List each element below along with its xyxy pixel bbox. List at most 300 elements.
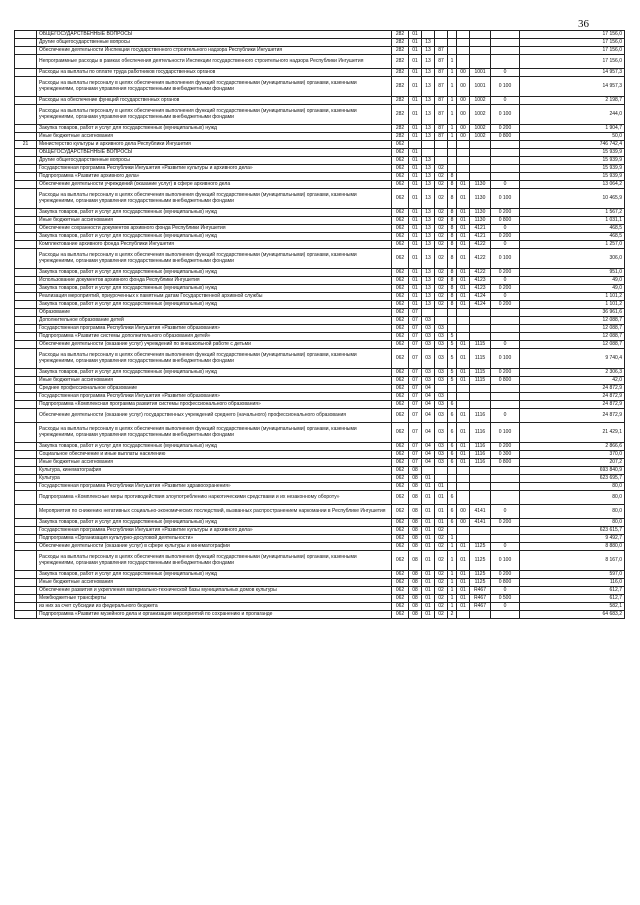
row-ministry-code: 062 — [392, 467, 409, 475]
row-number — [15, 77, 37, 97]
row-expense-type: 0 200 — [491, 209, 520, 217]
row-ministry-code: 062 — [392, 325, 409, 333]
row-subprogram-code — [448, 467, 457, 475]
table-row — [15, 233, 625, 241]
row-activity-code: 01 — [457, 587, 470, 595]
row-expense-type: 0 100 — [491, 105, 520, 125]
row-name: Обеспечение деятельности учреждений (оказание услуг) в сфере архивного дела — [37, 181, 392, 189]
row-program-code: 02 — [435, 249, 448, 269]
budget-table-body — [15, 31, 625, 619]
row-section-code: 07 — [409, 309, 422, 317]
row-amount: 24 872,9 — [520, 393, 625, 401]
row-section-code: 07 — [409, 451, 422, 459]
row-subsection-code: 01 — [422, 587, 435, 595]
row-number — [15, 385, 37, 393]
table-row — [15, 301, 625, 309]
row-subprogram-code — [448, 39, 457, 47]
row-direction-code — [470, 475, 491, 483]
row-expense-type — [491, 483, 520, 491]
row-amount: 12 088,7 — [520, 317, 625, 325]
row-direction-code: 1001 — [470, 77, 491, 97]
row-program-code: 03 — [435, 401, 448, 409]
row-expense-type — [491, 157, 520, 165]
row-name: ОБЩЕГОСУДАРСТВЕННЫЕ ВОПРОСЫ — [37, 31, 392, 39]
row-section-code: 01 — [409, 31, 422, 39]
row-subsection-code: 13 — [422, 225, 435, 233]
row-ministry-code: 062 — [392, 285, 409, 293]
row-program-code: 02 — [435, 269, 448, 277]
row-name: Социальное обеспечение и иные выплаты населению — [37, 451, 392, 459]
row-subprogram-code: 1 — [448, 77, 457, 97]
row-direction-code — [470, 31, 491, 39]
table-row — [15, 475, 625, 483]
row-subprogram-code: 1 — [448, 571, 457, 579]
row-number — [15, 173, 37, 181]
row-amount: 24 872,9 — [520, 401, 625, 409]
row-expense-type — [491, 165, 520, 173]
row-activity-code: 01 — [457, 293, 470, 301]
row-amount: 8 880,0 — [520, 543, 625, 551]
row-direction-code — [470, 317, 491, 325]
row-number — [15, 459, 37, 467]
row-subsection-code: 01 — [422, 571, 435, 579]
table-row — [15, 451, 625, 459]
row-section-code: 08 — [409, 579, 422, 587]
row-direction-code — [470, 483, 491, 491]
table-row — [15, 505, 625, 519]
row-section-code: 08 — [409, 519, 422, 527]
row-program-code — [435, 141, 448, 149]
row-subprogram-code: 1 — [448, 535, 457, 543]
row-activity-code: 01 — [457, 409, 470, 423]
row-activity-code — [457, 385, 470, 393]
row-subsection-code: 01 — [422, 535, 435, 543]
row-amount: 9 492,7 — [520, 535, 625, 543]
row-program-code: 01 — [435, 505, 448, 519]
row-direction-code: 1115 — [470, 349, 491, 369]
row-number — [15, 527, 37, 535]
row-subprogram-code: 1 — [448, 97, 457, 105]
row-amount: 10 465,9 — [520, 189, 625, 209]
row-direction-code: 4122 — [470, 249, 491, 269]
row-section-code: 08 — [409, 571, 422, 579]
row-direction-code: 1125 — [470, 543, 491, 551]
row-amount: 468,5 — [520, 225, 625, 233]
row-activity-code — [457, 325, 470, 333]
table-row — [15, 579, 625, 587]
row-program-code: 02 — [435, 571, 448, 579]
row-subprogram-code: 8 — [448, 241, 457, 249]
row-subsection-code: 03 — [422, 325, 435, 333]
row-subsection-code: 13 — [422, 241, 435, 249]
row-direction-code: 1002 — [470, 125, 491, 133]
row-subsection-code: 01 — [422, 505, 435, 519]
row-section-code: 07 — [409, 377, 422, 385]
row-ministry-code: 062 — [392, 217, 409, 225]
row-expense-type — [491, 527, 520, 535]
table-row — [15, 149, 625, 157]
row-name: Среднее профессиональное образование — [37, 385, 392, 393]
table-row — [15, 217, 625, 225]
row-subsection-code: 13 — [422, 269, 435, 277]
row-program-code: 02 — [435, 217, 448, 225]
row-amount: 1 904,7 — [520, 125, 625, 133]
table-row — [15, 603, 625, 611]
row-direction-code: 1125 — [470, 551, 491, 571]
row-activity-code: 00 — [457, 97, 470, 105]
row-expense-type — [491, 467, 520, 475]
row-amount: 15 939,9 — [520, 157, 625, 165]
row-direction-code: 1115 — [470, 341, 491, 349]
row-number — [15, 309, 37, 317]
row-name: Комплектование архивного фонда Республики Ингушетия — [37, 241, 392, 249]
row-direction-code: 1116 — [470, 409, 491, 423]
row-expense-type: 0 100 — [491, 349, 520, 369]
row-amount: 15 939,9 — [520, 165, 625, 173]
row-subprogram-code: 6 — [448, 505, 457, 519]
row-program-code: 02 — [435, 579, 448, 587]
row-number — [15, 249, 37, 269]
row-expense-type: 0 — [491, 603, 520, 611]
row-program-code: 02 — [435, 603, 448, 611]
row-activity-code: 01 — [457, 189, 470, 209]
row-number — [15, 241, 37, 249]
row-amount: 612,7 — [520, 587, 625, 595]
row-activity-code — [457, 475, 470, 483]
row-name: Государственная программа Республики Ингушетия «Развитие образования» — [37, 325, 392, 333]
row-number: 21 — [15, 141, 37, 149]
row-direction-code: 4123 — [470, 277, 491, 285]
row-amount: 746 742,4 — [520, 141, 625, 149]
row-program-code: 87 — [435, 55, 448, 69]
row-subsection-code: 04 — [422, 443, 435, 451]
row-program-code: 02 — [435, 535, 448, 543]
row-section-code: 08 — [409, 467, 422, 475]
budget-table — [14, 30, 625, 619]
row-program-code: 02 — [435, 301, 448, 309]
row-activity-code: 01 — [457, 369, 470, 377]
row-section-code: 01 — [409, 269, 422, 277]
table-row — [15, 47, 625, 55]
row-direction-code: 1115 — [470, 369, 491, 377]
row-direction-code: 1130 — [470, 217, 491, 225]
row-activity-code: 01 — [457, 233, 470, 241]
row-direction-code — [470, 611, 491, 619]
row-number — [15, 133, 37, 141]
row-name: Мероприятия по снижению негативных социально-экономических последствий, вызванных распространением наркомании в Республике Ингушетия — [37, 505, 392, 519]
row-subprogram-code: 2 — [448, 611, 457, 619]
row-ministry-code: 062 — [392, 269, 409, 277]
row-activity-code: 01 — [457, 377, 470, 385]
table-row — [15, 77, 625, 97]
row-name: Иные бюджетные ассигнования — [37, 377, 392, 385]
row-subprogram-code: 8 — [448, 233, 457, 241]
row-expense-type: 0 — [491, 543, 520, 551]
row-program-code: 02 — [435, 595, 448, 603]
row-section-code: 08 — [409, 543, 422, 551]
table-row — [15, 333, 625, 341]
row-subprogram-code: 1 — [448, 587, 457, 595]
row-section-code: 01 — [409, 55, 422, 69]
row-subprogram-code: 1 — [448, 69, 457, 77]
row-subsection-code — [422, 309, 435, 317]
row-name: Непрограммные расходы в рамках обеспечения деятельности Инспекции государственного строительного надзора Республики Ингушетия — [37, 55, 392, 69]
row-name: Государственная программа Республики Ингушетия «Развитие культуры и архивного дела» — [37, 165, 392, 173]
row-activity-code: 01 — [457, 181, 470, 189]
row-activity-code: 01 — [457, 451, 470, 459]
row-section-code: 08 — [409, 475, 422, 483]
row-activity-code — [457, 165, 470, 173]
row-program-code: 03 — [435, 341, 448, 349]
row-subsection-code: 13 — [422, 157, 435, 165]
row-activity-code: 01 — [457, 551, 470, 571]
table-row — [15, 165, 625, 173]
row-activity-code: 01 — [457, 301, 470, 309]
row-program-code: 03 — [435, 325, 448, 333]
row-subsection-code: 03 — [422, 349, 435, 369]
row-activity-code: 01 — [457, 579, 470, 587]
row-name: Реализация мероприятий, приуроченных к памятным датам Государственной архивной службы — [37, 293, 392, 301]
row-subprogram-code — [448, 149, 457, 157]
table-row — [15, 105, 625, 125]
table-row — [15, 181, 625, 189]
table-row — [15, 423, 625, 443]
row-direction-code — [470, 325, 491, 333]
row-expense-type — [491, 31, 520, 39]
row-section-code: 07 — [409, 325, 422, 333]
row-program-code: 02 — [435, 587, 448, 595]
row-amount: 12 088,7 — [520, 341, 625, 349]
row-ministry-code: 062 — [392, 409, 409, 423]
row-number — [15, 369, 37, 377]
row-ministry-code: 062 — [392, 579, 409, 587]
row-subprogram-code: 8 — [448, 209, 457, 217]
row-program-code — [435, 157, 448, 165]
row-number — [15, 587, 37, 595]
row-section-code: 08 — [409, 587, 422, 595]
row-subsection-code: 01 — [422, 551, 435, 571]
row-amount: 244,0 — [520, 105, 625, 125]
row-subprogram-code: 8 — [448, 173, 457, 181]
table-row — [15, 571, 625, 579]
row-number — [15, 377, 37, 385]
row-number — [15, 181, 37, 189]
row-amount: 36 961,6 — [520, 309, 625, 317]
row-ministry-code: 282 — [392, 55, 409, 69]
row-subsection-code: 01 — [422, 603, 435, 611]
row-subprogram-code — [448, 325, 457, 333]
row-name: Закупка товаров, работ и услуг для государственных (муниципальных) нужд — [37, 369, 392, 377]
table-row — [15, 587, 625, 595]
row-ministry-code: 062 — [392, 385, 409, 393]
row-expense-type: 0 — [491, 409, 520, 423]
row-amount: 1 567,2 — [520, 209, 625, 217]
row-ministry-code: 062 — [392, 349, 409, 369]
row-name: Иные бюджетные ассигнования — [37, 217, 392, 225]
row-program-code — [435, 39, 448, 47]
row-expense-type: 0 500 — [491, 595, 520, 603]
row-section-code: 07 — [409, 349, 422, 369]
row-program-code: 01 — [435, 483, 448, 491]
row-section-code: 01 — [409, 173, 422, 181]
row-direction-code: 1116 — [470, 443, 491, 451]
row-program-code: 02 — [435, 209, 448, 217]
row-expense-type — [491, 475, 520, 483]
row-ministry-code: 062 — [392, 341, 409, 349]
row-ministry-code: 062 — [392, 233, 409, 241]
row-program-code: 87 — [435, 125, 448, 133]
row-expense-type: 0 200 — [491, 125, 520, 133]
row-number — [15, 341, 37, 349]
row-program-code: 02 — [435, 543, 448, 551]
row-expense-type — [491, 535, 520, 543]
table-row — [15, 467, 625, 475]
row-section-code: 01 — [409, 189, 422, 209]
row-ministry-code: 062 — [392, 393, 409, 401]
row-ministry-code: 282 — [392, 69, 409, 77]
row-number — [15, 209, 37, 217]
row-section-code: 07 — [409, 341, 422, 349]
row-subsection-code: 13 — [422, 301, 435, 309]
row-program-code: 02 — [435, 225, 448, 233]
row-amount: 1 257,0 — [520, 241, 625, 249]
row-number — [15, 165, 37, 173]
row-expense-type: 0 — [491, 97, 520, 105]
row-subprogram-code: 1 — [448, 579, 457, 587]
table-row — [15, 401, 625, 409]
row-name: Иные бюджетные ассигнования — [37, 579, 392, 587]
row-ministry-code: 062 — [392, 165, 409, 173]
row-activity-code — [457, 491, 470, 505]
row-activity-code: 01 — [457, 285, 470, 293]
row-subsection-code: 04 — [422, 459, 435, 467]
row-direction-code — [470, 149, 491, 157]
row-subprogram-code: 8 — [448, 285, 457, 293]
row-name: Расходы на выплаты персоналу в целях обеспечения выполнения функций государственными (муниципальными) органами, казенными учреждениями, органами управления государственными внебюджетными фондами — [37, 423, 392, 443]
row-amount: 12 088,7 — [520, 325, 625, 333]
row-ministry-code: 062 — [392, 141, 409, 149]
row-program-code: 87 — [435, 133, 448, 141]
row-number — [15, 39, 37, 47]
row-program-code: 03 — [435, 349, 448, 369]
row-activity-code — [457, 333, 470, 341]
row-ministry-code: 062 — [392, 149, 409, 157]
row-activity-code — [457, 31, 470, 39]
row-section-code: 01 — [409, 249, 422, 269]
row-subprogram-code — [448, 317, 457, 325]
row-amount: 21 429,1 — [520, 423, 625, 443]
row-subprogram-code: 1 — [448, 55, 457, 69]
row-activity-code — [457, 535, 470, 543]
row-name: Иные бюджетные ассигнования — [37, 459, 392, 467]
row-amount: 2 866,6 — [520, 443, 625, 451]
row-program-code: 02 — [435, 293, 448, 301]
row-section-code: 08 — [409, 611, 422, 619]
row-amount: 17 156,0 — [520, 39, 625, 47]
row-section-code: 08 — [409, 535, 422, 543]
row-subprogram-code: 6 — [448, 401, 457, 409]
row-program-code: 87 — [435, 69, 448, 77]
row-amount: 468,5 — [520, 233, 625, 241]
row-number — [15, 491, 37, 505]
row-subprogram-code — [448, 157, 457, 165]
row-amount: 693 840,9 — [520, 467, 625, 475]
row-expense-type: 0 100 — [491, 249, 520, 269]
row-section-code: 01 — [409, 149, 422, 157]
row-section-code: 01 — [409, 105, 422, 125]
row-ministry-code: 062 — [392, 181, 409, 189]
row-direction-code: 1125 — [470, 579, 491, 587]
row-direction-code — [470, 467, 491, 475]
row-ministry-code: 062 — [392, 527, 409, 535]
row-program-code: 02 — [435, 181, 448, 189]
row-subsection-code — [422, 149, 435, 157]
row-name: Культура, кинематография — [37, 467, 392, 475]
row-activity-code — [457, 47, 470, 55]
row-ministry-code: 062 — [392, 443, 409, 451]
row-number — [15, 189, 37, 209]
row-expense-type: 0 — [491, 341, 520, 349]
row-amount: 15 939,9 — [520, 149, 625, 157]
row-expense-type — [491, 333, 520, 341]
row-name: Закупка товаров, работ и услуг для государственных (муниципальных) нужд — [37, 269, 392, 277]
table-row — [15, 443, 625, 451]
row-direction-code: R467 — [470, 603, 491, 611]
row-activity-code — [457, 483, 470, 491]
row-section-code: 01 — [409, 293, 422, 301]
row-subsection-code: 13 — [422, 181, 435, 189]
row-name: Расходы на выплаты персоналу в целях обеспечения выполнения функций государственными (муниципальными) органами, казенными учреждениями, органами управления государственными внебюджетными фондами — [37, 105, 392, 125]
row-number — [15, 225, 37, 233]
row-activity-code: 01 — [457, 341, 470, 349]
row-subsection-code — [422, 31, 435, 39]
row-section-code: 01 — [409, 181, 422, 189]
row-subsection-code: 13 — [422, 69, 435, 77]
row-section-code: 08 — [409, 491, 422, 505]
row-ministry-code: 282 — [392, 133, 409, 141]
row-subsection-code: 01 — [422, 475, 435, 483]
row-direction-code — [470, 491, 491, 505]
row-number — [15, 149, 37, 157]
row-expense-type — [491, 611, 520, 619]
table-row — [15, 39, 625, 47]
row-amount: 14 957,3 — [520, 77, 625, 97]
row-activity-code — [457, 393, 470, 401]
row-activity-code — [457, 39, 470, 47]
row-name: Подпрограмма «Развитие системы дополнительного образования детей» — [37, 333, 392, 341]
row-section-code: 07 — [409, 423, 422, 443]
row-program-code: 87 — [435, 97, 448, 105]
row-subsection-code: 03 — [422, 377, 435, 385]
row-direction-code: 1125 — [470, 571, 491, 579]
table-row — [15, 535, 625, 543]
row-subprogram-code: 5 — [448, 377, 457, 385]
row-subprogram-code: 6 — [448, 451, 457, 459]
row-expense-type — [491, 491, 520, 505]
row-activity-code: 00 — [457, 505, 470, 519]
row-program-code — [435, 475, 448, 483]
row-subprogram-code: 8 — [448, 249, 457, 269]
row-program-code: 02 — [435, 165, 448, 173]
row-subsection-code: 13 — [422, 249, 435, 269]
row-subsection-code: 04 — [422, 385, 435, 393]
row-section-code: 01 — [409, 77, 422, 97]
row-activity-code — [457, 401, 470, 409]
row-number — [15, 505, 37, 519]
row-subsection-code: 13 — [422, 55, 435, 69]
row-section-code: 01 — [409, 233, 422, 241]
row-ministry-code: 062 — [392, 603, 409, 611]
